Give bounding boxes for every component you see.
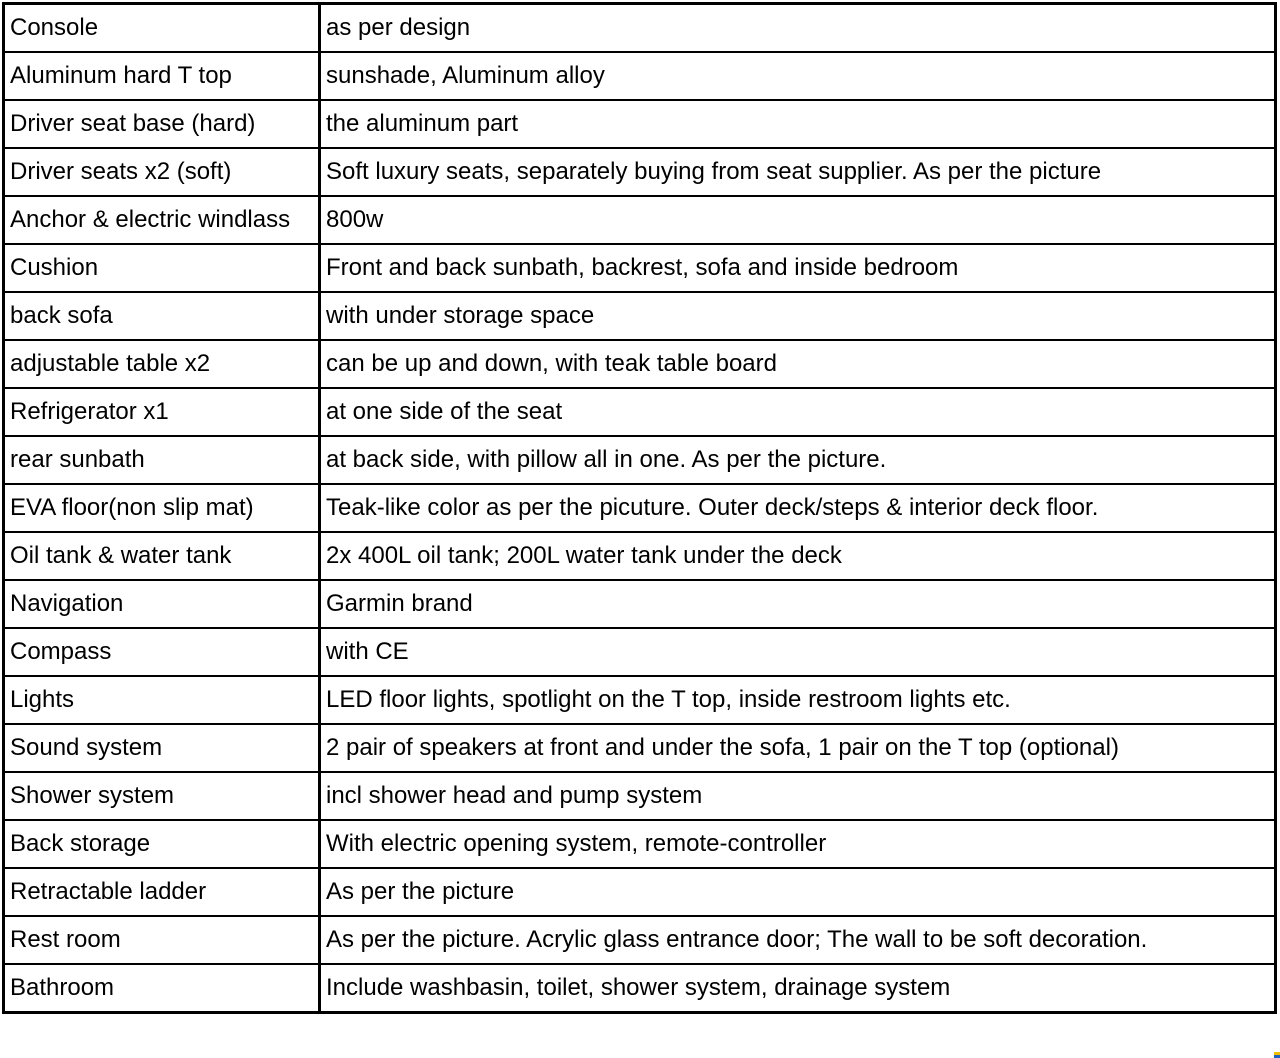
description-cell: Include washbasin, toilet, shower system, drainage system [320,964,1276,1013]
item-cell: EVA floor(non slip mat) [4,484,320,532]
table-row [4,100,1276,148]
table-row [4,868,1276,916]
item-cell: Back storage [4,820,320,868]
description-cell: can be up and down, with teak table board [320,340,1276,388]
description-cell: Soft luxury seats, separately buying from seat supplier. As per the picture [320,148,1276,196]
table-row [4,676,1276,724]
table-row [4,628,1276,676]
table-row [4,4,1276,53]
description-cell: As per the picture. Acrylic glass entrance door; The wall to be soft decoration. [320,916,1276,964]
item-cell: back sofa [4,292,320,340]
table-row [4,484,1276,532]
description-cell: 2 pair of speakers at front and under the sofa, 1 pair on the T top (optional) [320,724,1276,772]
description-cell: at back side, with pillow all in one. As per the picture. [320,436,1276,484]
item-cell: Shower system [4,772,320,820]
table-row [4,532,1276,580]
item-cell: Aluminum hard T top [4,52,320,100]
spec-table-body [4,4,1276,1013]
description-cell: 2x 400L oil tank; 200L water tank under the deck [320,532,1276,580]
table-row [4,196,1276,244]
item-cell: Compass [4,628,320,676]
spec-table [2,2,1277,1014]
item-cell: Cushion [4,244,320,292]
item-cell: Oil tank & water tank [4,532,320,580]
table-row [4,52,1276,100]
description-cell: with CE [320,628,1276,676]
description-cell: at one side of the seat [320,388,1276,436]
item-cell: rear sunbath [4,436,320,484]
item-cell: Anchor & electric windlass [4,196,320,244]
table-row [4,724,1276,772]
table-row [4,580,1276,628]
description-cell: As per the picture [320,868,1276,916]
description-cell: LED floor lights, spotlight on the T top, inside restroom lights etc. [320,676,1276,724]
item-cell: Retractable ladder [4,868,320,916]
corner-marker [1274,1052,1280,1058]
description-cell: the aluminum part [320,100,1276,148]
description-cell: 800w [320,196,1276,244]
table-row [4,292,1276,340]
item-cell: Rest room [4,916,320,964]
description-cell: incl shower head and pump system [320,772,1276,820]
table-row [4,964,1276,1013]
item-cell: Bathroom [4,964,320,1013]
item-cell: Driver seat base (hard) [4,100,320,148]
table-row [4,148,1276,196]
table-row [4,436,1276,484]
description-cell: as per design [320,4,1276,53]
item-cell: Lights [4,676,320,724]
description-cell: Front and back sunbath, backrest, sofa and inside bedroom [320,244,1276,292]
description-cell: Garmin brand [320,580,1276,628]
table-row [4,244,1276,292]
item-cell: Console [4,4,320,53]
description-cell: With electric opening system, remote-controller [320,820,1276,868]
item-cell: Sound system [4,724,320,772]
table-row [4,340,1276,388]
table-row [4,772,1276,820]
item-cell: adjustable table x2 [4,340,320,388]
table-row [4,820,1276,868]
description-cell: Teak-like color as per the picuture. Outer deck/steps & interior deck floor. [320,484,1276,532]
item-cell: Driver seats x2 (soft) [4,148,320,196]
table-row [4,916,1276,964]
item-cell: Navigation [4,580,320,628]
item-cell: Refrigerator x1 [4,388,320,436]
table-row [4,388,1276,436]
description-cell: sunshade, Aluminum alloy [320,52,1276,100]
description-cell: with under storage space [320,292,1276,340]
